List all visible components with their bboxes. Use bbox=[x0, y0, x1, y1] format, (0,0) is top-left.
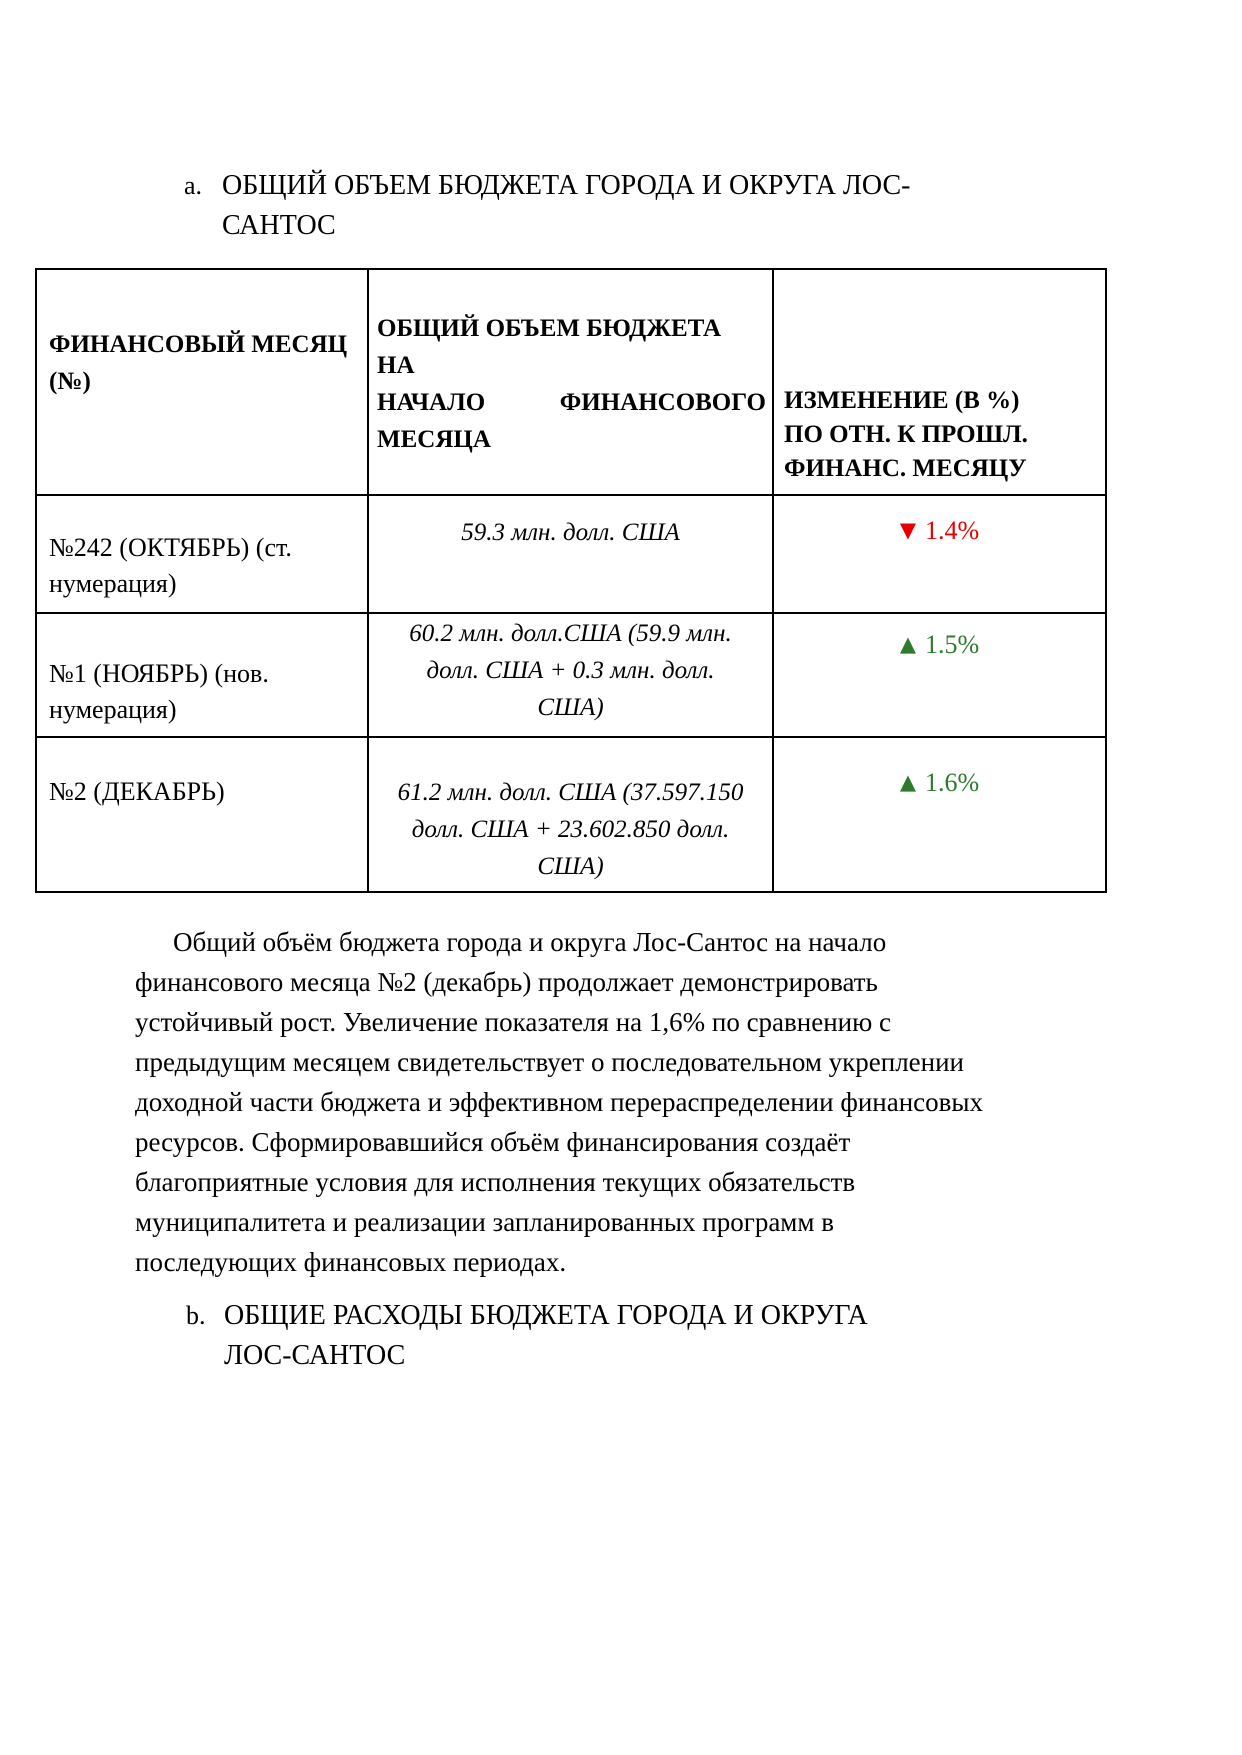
cell-budget-october: 59.3 млн. долл. США bbox=[368, 495, 773, 613]
budget-table bbox=[35, 268, 1107, 893]
heading-b-text bbox=[224, 1296, 868, 1376]
table-header-row bbox=[36, 269, 1106, 495]
header-cell-budget-volume: ОБЩИЙ ОБЪЕМ БЮДЖЕТА НА НАЧАЛО ФИНАНСОВОГО МЕСЯЦА bbox=[368, 269, 773, 495]
change-percent-value: 1.5% bbox=[924, 630, 980, 659]
cell-change-december bbox=[773, 737, 1106, 892]
cell-change-october bbox=[773, 495, 1106, 613]
change-percent-value: 1.4% bbox=[924, 516, 980, 545]
change-percent-value: 1.6% bbox=[924, 768, 980, 797]
cell-month-december: №2 (ДЕКАБРЬ) bbox=[36, 737, 368, 892]
header-cell-change-percent: ИЗМЕНЕНИЕ (В %) ПО ОТН. К ПРОШЛ. ФИНАНС. МЕСЯЦУ bbox=[773, 269, 1106, 495]
cell-month-october: №242 (ОКТЯБРЬ) (ст. нумерация) bbox=[36, 495, 368, 613]
section-heading-a bbox=[184, 166, 910, 246]
section-heading-b bbox=[186, 1296, 868, 1376]
heading-b-line1: ОБЩИЕ РАСХОДЫ БЮДЖЕТА ГОРОДА И ОКРУГА bbox=[224, 1300, 868, 1331]
cell-month-november: №1 (НОЯБРЬ) (нов. нумерация) bbox=[36, 613, 368, 737]
triangle-up-icon: ▲ bbox=[899, 632, 916, 656]
body-paragraph: Общий объём бюджета города и округа Лос-Сантос на начало финансового месяца №2 (декабрь) продолжает демонстрировать устойчивый рост. Увеличение показателя на 1,6% по сравнению с предыдущим месяцем свидетельствует о последовательном укреплении доходной части бюджета и эффективном перераспределении финансовых ресурсов. Сформировавшийся объём финансирования создаёт благоприятные условия для исполнения текущих обязательств муниципалитета и реализации запланированных программ в последующих финансовых периодах. bbox=[135, 927, 984, 1277]
heading-b-line2: ЛОС-САНТОС bbox=[224, 1340, 406, 1371]
list-marker-a: a. bbox=[184, 171, 203, 200]
list-marker-b: b. bbox=[186, 1301, 206, 1330]
heading-a-line2: САНТОС bbox=[222, 210, 336, 241]
heading-a-line1: ОБЩИЙ ОБЪЕМ БЮДЖЕТА ГОРОДА И ОКРУГА ЛОС- bbox=[222, 170, 911, 201]
table-row-november bbox=[36, 613, 1106, 737]
table-row-october bbox=[36, 495, 1106, 613]
cell-budget-november: 60.2 млн. долл.США (59.9 млн. долл. США + 0.3 млн. долл. США) bbox=[368, 613, 773, 737]
triangle-up-icon: ▲ bbox=[899, 770, 916, 794]
table-row-december bbox=[36, 737, 1106, 892]
cell-budget-december: 61.2 млн. долл. США (37.597.150 долл. США + 23.602.850 долл. США) bbox=[368, 737, 773, 892]
cell-change-november bbox=[773, 613, 1106, 737]
heading-a-text bbox=[222, 166, 910, 246]
triangle-down-icon: ▼ bbox=[899, 518, 916, 542]
header-cell-financial-month: ФИНАНСОВЫЙ МЕСЯЦ (№) bbox=[36, 269, 368, 495]
